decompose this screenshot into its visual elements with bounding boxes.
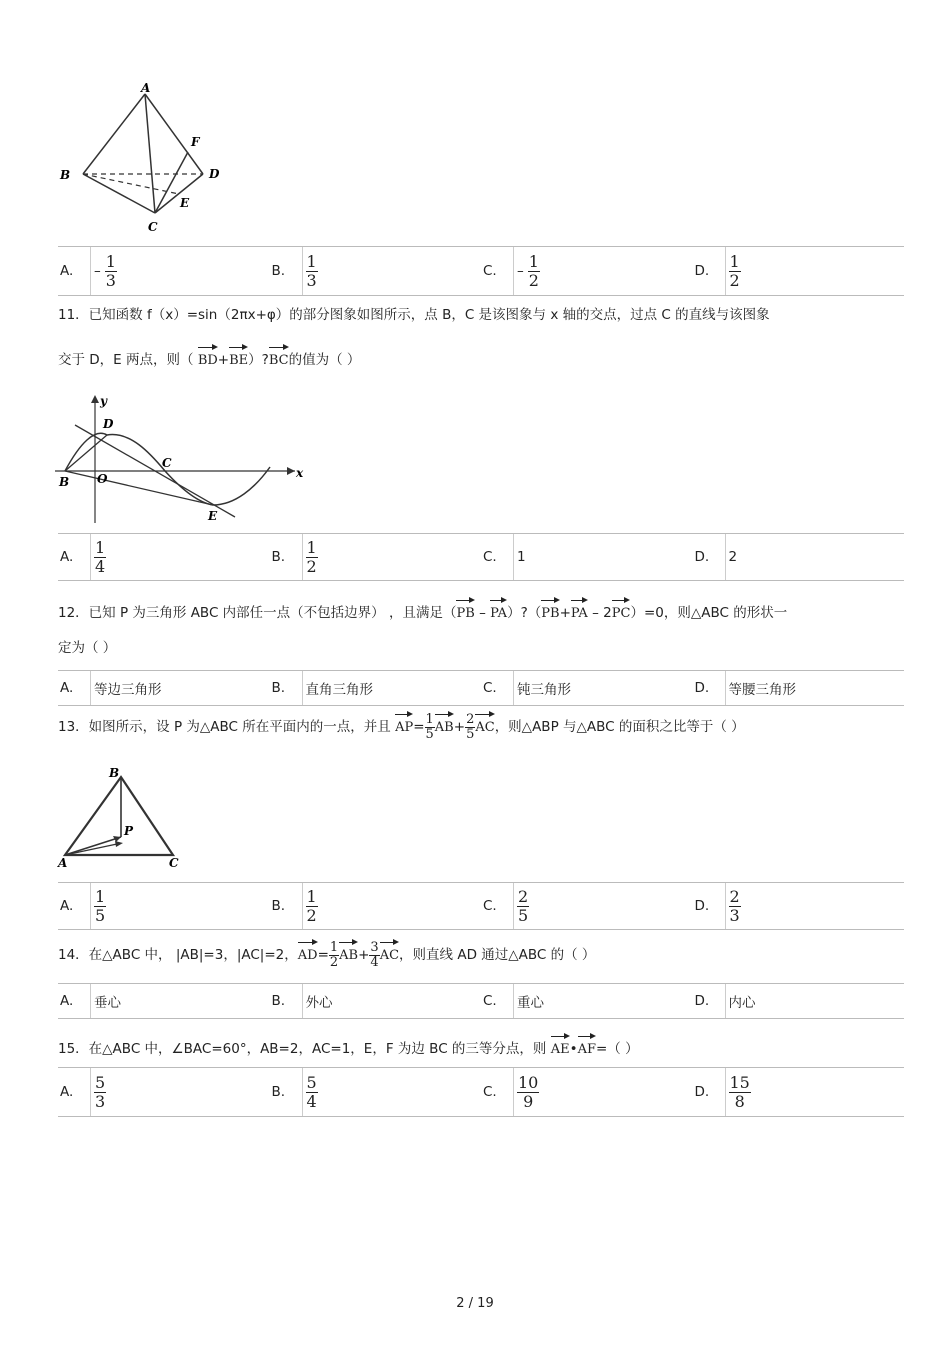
denominator: 4 bbox=[306, 1091, 317, 1111]
q13-options bbox=[58, 882, 904, 930]
option-a bbox=[58, 534, 270, 580]
option-value bbox=[302, 883, 318, 929]
q14-plus: + bbox=[358, 947, 370, 963]
denominator: 3 bbox=[729, 905, 740, 925]
option-value bbox=[302, 247, 318, 295]
option-d bbox=[693, 984, 905, 1018]
denominator: 9 bbox=[523, 1091, 534, 1111]
option-d bbox=[693, 883, 905, 929]
vec-AC: AC bbox=[380, 940, 399, 966]
option-label: B. bbox=[271, 898, 286, 914]
option-value bbox=[302, 534, 318, 580]
page-number: 2 / 19 bbox=[456, 1296, 494, 1311]
numerator: 1 bbox=[95, 537, 106, 557]
option-c bbox=[481, 883, 693, 929]
vec-BD: BD bbox=[198, 345, 218, 371]
fraction bbox=[517, 1074, 539, 1111]
denominator: 2 bbox=[528, 270, 539, 290]
q13-eq: = bbox=[413, 719, 425, 735]
label-C: C bbox=[169, 856, 179, 870]
vec-AE: AE bbox=[551, 1034, 570, 1060]
fraction bbox=[306, 1074, 318, 1111]
option-label: B. bbox=[271, 993, 286, 1009]
q12-text-b: ）=0，则△ABC 的形状一 bbox=[630, 605, 788, 621]
option-label: D. bbox=[694, 680, 710, 696]
denominator: 8 bbox=[734, 1091, 745, 1111]
option-a bbox=[58, 247, 270, 295]
label-D: D bbox=[209, 167, 220, 181]
option-value bbox=[513, 984, 544, 1018]
fraction bbox=[94, 539, 106, 576]
numerator: 1 bbox=[528, 251, 539, 271]
option-value bbox=[302, 1068, 318, 1116]
denominator: 2 bbox=[306, 556, 317, 576]
option-value bbox=[513, 1068, 539, 1116]
option-label: B. bbox=[271, 549, 286, 565]
label-C: C bbox=[148, 220, 158, 234]
vec-AB: AB bbox=[339, 940, 358, 966]
q11-text-a: 交于 D，E 两点，则（ bbox=[58, 352, 198, 368]
option-value bbox=[513, 883, 529, 929]
option-text: 2 bbox=[728, 549, 738, 565]
label-O: O bbox=[97, 472, 108, 486]
vec-AP: AP bbox=[395, 712, 413, 738]
triangle-figure bbox=[55, 765, 190, 875]
option-label: A. bbox=[60, 898, 74, 914]
denominator: 4 bbox=[95, 556, 106, 576]
fraction bbox=[94, 1074, 106, 1111]
option-text: 重心 bbox=[517, 995, 544, 1011]
fraction bbox=[306, 539, 318, 576]
vec-PB: PB bbox=[456, 598, 474, 624]
option-label: C. bbox=[483, 549, 497, 565]
tetrahedron-figure bbox=[55, 80, 235, 240]
q12-line1 bbox=[58, 598, 787, 624]
q11-plus: + bbox=[217, 352, 230, 368]
option-value bbox=[90, 883, 106, 929]
q15-options bbox=[58, 1067, 904, 1117]
label-y: y bbox=[100, 394, 107, 408]
option-label: C. bbox=[483, 993, 497, 1009]
q12-plus: + bbox=[559, 605, 571, 621]
option-b bbox=[270, 247, 482, 295]
option-label: B. bbox=[271, 263, 286, 279]
option-value bbox=[725, 1068, 751, 1116]
label-E: E bbox=[208, 509, 218, 523]
option-b bbox=[270, 883, 482, 929]
option-label: C. bbox=[483, 263, 497, 279]
vec-AD: AD bbox=[298, 940, 318, 966]
fraction bbox=[729, 253, 741, 290]
option-value bbox=[725, 247, 741, 295]
q11-text-b: ）? bbox=[248, 352, 269, 368]
label-E: E bbox=[180, 196, 190, 210]
q15-text-b: =（ ） bbox=[595, 1041, 639, 1057]
option-text: 直角三角形 bbox=[305, 682, 373, 698]
fraction bbox=[729, 888, 741, 925]
label-C: C bbox=[162, 456, 172, 470]
fraction bbox=[306, 888, 318, 925]
fraction bbox=[729, 1074, 751, 1111]
sign: – bbox=[94, 263, 101, 279]
vec-BE: BE bbox=[229, 345, 248, 371]
option-c bbox=[481, 247, 693, 295]
vec-BC: BC bbox=[269, 345, 289, 371]
option-c bbox=[481, 671, 693, 705]
q13-frac2: $\frac{2}{5}$ bbox=[466, 711, 475, 742]
option-value bbox=[725, 883, 741, 929]
q14-text-b: ，则直线 AD 通过△ABC 的（ ） bbox=[399, 947, 596, 963]
option-value bbox=[513, 534, 526, 580]
option-b bbox=[270, 534, 482, 580]
q15-text-a: 15．在△ABC 中，∠BAC=60°，AB=2，AC=1，E，F 为边 BC 的三等分点，则 bbox=[58, 1041, 551, 1057]
label-B: B bbox=[109, 766, 120, 780]
q13-text-a: 13．如图所示，设 P 为△ABC 所在平面内的一点，并且 bbox=[58, 719, 396, 735]
option-label: A. bbox=[60, 263, 74, 279]
q13-plus: + bbox=[453, 719, 466, 735]
sine-graph-figure bbox=[55, 393, 310, 528]
q13-text-b: ，则△ABP 与△ABC 的面积之比等于（ ） bbox=[494, 719, 745, 735]
option-label: C. bbox=[483, 680, 497, 696]
denominator: 3 bbox=[95, 1091, 106, 1111]
option-label: C. bbox=[483, 1084, 497, 1100]
numerator: 1 bbox=[306, 886, 317, 906]
option-text: 钝三角形 bbox=[517, 682, 571, 698]
option-label: D. bbox=[694, 549, 710, 565]
numerator: 5 bbox=[306, 1072, 317, 1092]
numerator: 1 bbox=[306, 251, 317, 271]
q14-line bbox=[58, 940, 595, 970]
fraction bbox=[105, 253, 117, 290]
q14-eq: = bbox=[317, 947, 329, 963]
option-value bbox=[302, 984, 333, 1018]
option-value bbox=[513, 671, 571, 705]
option-text: 外心 bbox=[305, 995, 333, 1011]
q14-frac1: $\frac{1}{2}$ bbox=[329, 939, 339, 970]
option-text: 内心 bbox=[728, 995, 756, 1011]
vec-PA-2: PA bbox=[571, 598, 588, 624]
q12-mid: ）?（ bbox=[507, 605, 542, 621]
label-D: D bbox=[103, 417, 114, 431]
numerator: 15 bbox=[729, 1072, 750, 1092]
option-a bbox=[58, 883, 270, 929]
option-a bbox=[58, 671, 270, 705]
numerator: 5 bbox=[95, 1072, 106, 1092]
q12-minus: – bbox=[474, 605, 491, 621]
option-b bbox=[270, 671, 482, 705]
option-label: A. bbox=[60, 680, 74, 696]
option-label: C. bbox=[483, 898, 497, 914]
q13-frac1: $\frac{1}{5}$ bbox=[425, 711, 434, 742]
option-value bbox=[725, 534, 738, 580]
option-value bbox=[90, 534, 106, 580]
vec-AC: AC bbox=[475, 712, 494, 738]
option-d bbox=[693, 671, 905, 705]
option-value bbox=[90, 984, 121, 1018]
numerator: 10 bbox=[518, 1072, 539, 1092]
option-c bbox=[481, 1068, 693, 1116]
option-text: 1 bbox=[517, 549, 526, 565]
denominator: 3 bbox=[105, 270, 116, 290]
option-value bbox=[90, 247, 117, 295]
option-c bbox=[481, 534, 693, 580]
denominator: 2 bbox=[729, 270, 740, 290]
option-label: B. bbox=[271, 1084, 286, 1100]
option-value bbox=[725, 984, 756, 1018]
option-value bbox=[513, 247, 540, 295]
q12-minus2: – 2 bbox=[587, 605, 612, 621]
q11-line1: 11．已知函数 f（x）=sin（2πx+φ）的部分图象如图所示，点 B，C 是该图象与 x 轴的交点，过点 C 的直线与该图象 bbox=[58, 307, 770, 323]
option-text: 等腰三角形 bbox=[728, 682, 796, 698]
option-d bbox=[693, 534, 905, 580]
q11-options bbox=[58, 533, 904, 581]
label-B: B bbox=[60, 168, 71, 182]
option-b bbox=[270, 984, 482, 1018]
option-label: A. bbox=[60, 1084, 74, 1100]
fraction bbox=[94, 888, 106, 925]
option-label: D. bbox=[694, 993, 710, 1009]
label-A: A bbox=[141, 81, 151, 95]
label-B: B bbox=[59, 475, 70, 489]
option-label: B. bbox=[271, 680, 286, 696]
option-b bbox=[270, 1068, 482, 1116]
numerator: 1 bbox=[729, 251, 740, 271]
q12-text-a: 12．已知 P 为三角形 ABC 内部任一点（不包括边界） ，且满足（ bbox=[58, 605, 457, 621]
denominator: 5 bbox=[518, 905, 529, 925]
option-d bbox=[693, 247, 905, 295]
option-text: 垂心 bbox=[94, 995, 121, 1011]
q15-line bbox=[58, 1034, 639, 1060]
vec-AF: AF bbox=[578, 1034, 596, 1060]
option-text: 等边三角形 bbox=[94, 682, 162, 698]
fraction bbox=[528, 253, 540, 290]
numerator: 2 bbox=[729, 886, 740, 906]
option-label: A. bbox=[60, 549, 74, 565]
option-d bbox=[693, 1068, 905, 1116]
vec-PB-2: PB bbox=[541, 598, 559, 624]
q15-dot: • bbox=[569, 1041, 578, 1057]
option-a bbox=[58, 1068, 270, 1116]
label-F: F bbox=[191, 135, 200, 149]
option-value bbox=[90, 671, 162, 705]
numerator: 1 bbox=[306, 537, 317, 557]
q11-text-c: 的值为（ ） bbox=[288, 352, 361, 368]
numerator: 1 bbox=[105, 251, 116, 271]
q13-line bbox=[58, 712, 745, 742]
option-a bbox=[58, 984, 270, 1018]
denominator: 2 bbox=[306, 905, 317, 925]
q14-options bbox=[58, 983, 904, 1019]
option-value bbox=[302, 671, 374, 705]
label-P: P bbox=[124, 824, 134, 838]
q12-options bbox=[58, 670, 904, 706]
fraction bbox=[306, 253, 318, 290]
q12-line2: 定为（ ） bbox=[58, 640, 117, 656]
option-c bbox=[481, 984, 693, 1018]
vec-PA: PA bbox=[490, 598, 507, 624]
denominator: 5 bbox=[95, 905, 106, 925]
vec-AB: AB bbox=[435, 712, 454, 738]
q11-line2 bbox=[58, 345, 360, 371]
option-value bbox=[725, 671, 797, 705]
sign: – bbox=[517, 263, 524, 279]
q10-options bbox=[58, 246, 904, 296]
fraction bbox=[517, 888, 529, 925]
denominator: 3 bbox=[306, 270, 317, 290]
label-x: x bbox=[296, 466, 304, 480]
q14-text-a: 14．在△ABC 中， |AB|=3，|AC|=2， bbox=[58, 947, 298, 963]
vec-PC: PC bbox=[612, 598, 631, 624]
label-A: A bbox=[58, 856, 68, 870]
numerator: 2 bbox=[518, 886, 529, 906]
option-label: D. bbox=[694, 263, 710, 279]
option-label: D. bbox=[694, 1084, 710, 1100]
option-label: A. bbox=[60, 993, 74, 1009]
numerator: 1 bbox=[95, 886, 106, 906]
q14-frac2: $\frac{3}{4}$ bbox=[370, 939, 379, 970]
option-label: D. bbox=[694, 898, 710, 914]
option-value bbox=[90, 1068, 106, 1116]
